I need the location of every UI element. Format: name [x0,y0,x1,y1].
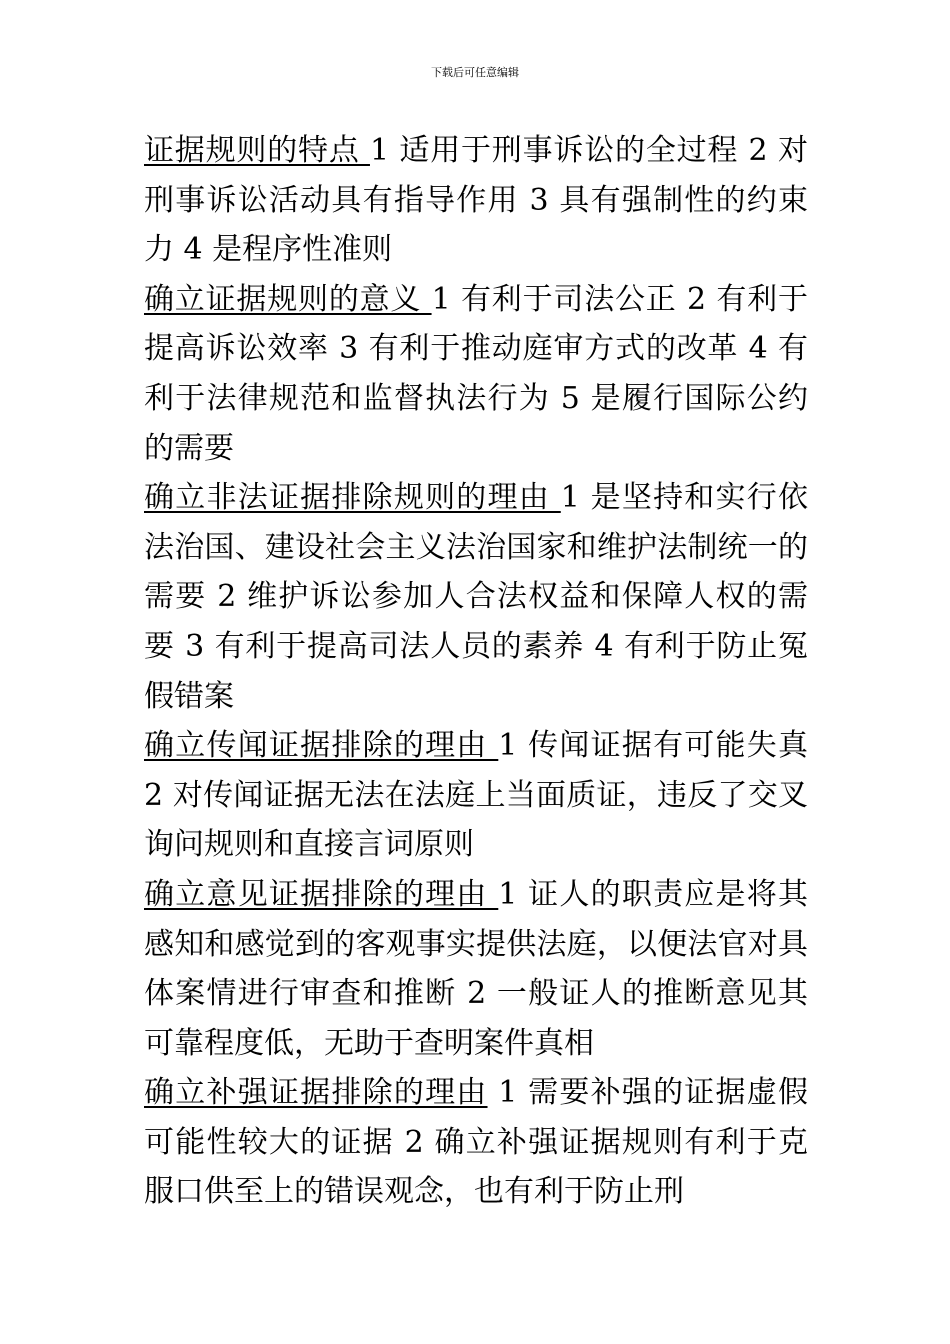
paragraph-heading: 确立证据规则的意义 [144,281,432,317]
paragraph-text: 1 传闻证据有可能失真 2 对传闻证据无法在法庭上当面质证，违反了交叉询问规则和直接言词原则 [144,728,808,863]
paragraph-text: 1 适用于刑事诉讼的全过程 2 对刑事诉讼活动具有指导作用 3 具有强制性的约束力 4 是程序性准则 [144,133,808,268]
paragraph-evidence-rule-significance [144,275,808,473]
paragraph-illegal-evidence-exclusion [144,473,808,721]
paragraph-text: 1 是坚持和实行依法治国、建设社会主义法治国家和维护法制统一的需要 2 维护诉讼参加人合法权益和保障人权的需要 3 有利于提高司法人员的素养 4 有利于防止冤假错案 [144,480,808,714]
paragraph-corroboration-evidence [144,1068,808,1217]
document-body [144,126,808,1217]
paragraph-text: 1 有利于司法公正 2 有利于提高诉讼效率 3 有利于推动庭审方式的改革 4 有利于法律规范和监督执法行为 5 是履行国际公约的需要 [144,281,808,466]
paragraph-heading: 确立意见证据排除的理由 [144,876,499,912]
paragraph-heading: 确立补强证据排除的理由 [144,1075,488,1111]
paragraph-evidence-rule-features [144,126,808,275]
paragraph-heading: 确立非法证据排除规则的理由 [144,480,561,516]
page-header: 下载后可任意编辑 [431,66,519,79]
paragraph-hearsay-exclusion [144,721,808,870]
paragraph-heading: 确立传闻证据排除的理由 [144,728,499,764]
paragraph-heading: 证据规则的特点 [144,133,370,168]
paragraph-opinion-evidence-exclusion [144,870,808,1068]
paragraph-text: 1 需要补强的证据虚假可能性较大的证据 2 确立补强证据规则有利于克服口供至上的错误观念，也有利于防止刑 [144,1075,808,1210]
paragraph-text: 1 证人的职责应是将其感知和感觉到的客观事实提供法庭，以便法官对具体案情进行审查和推断 2 一般证人的推断意见其可靠程度低，无助于查明案件真相 [144,876,808,1061]
